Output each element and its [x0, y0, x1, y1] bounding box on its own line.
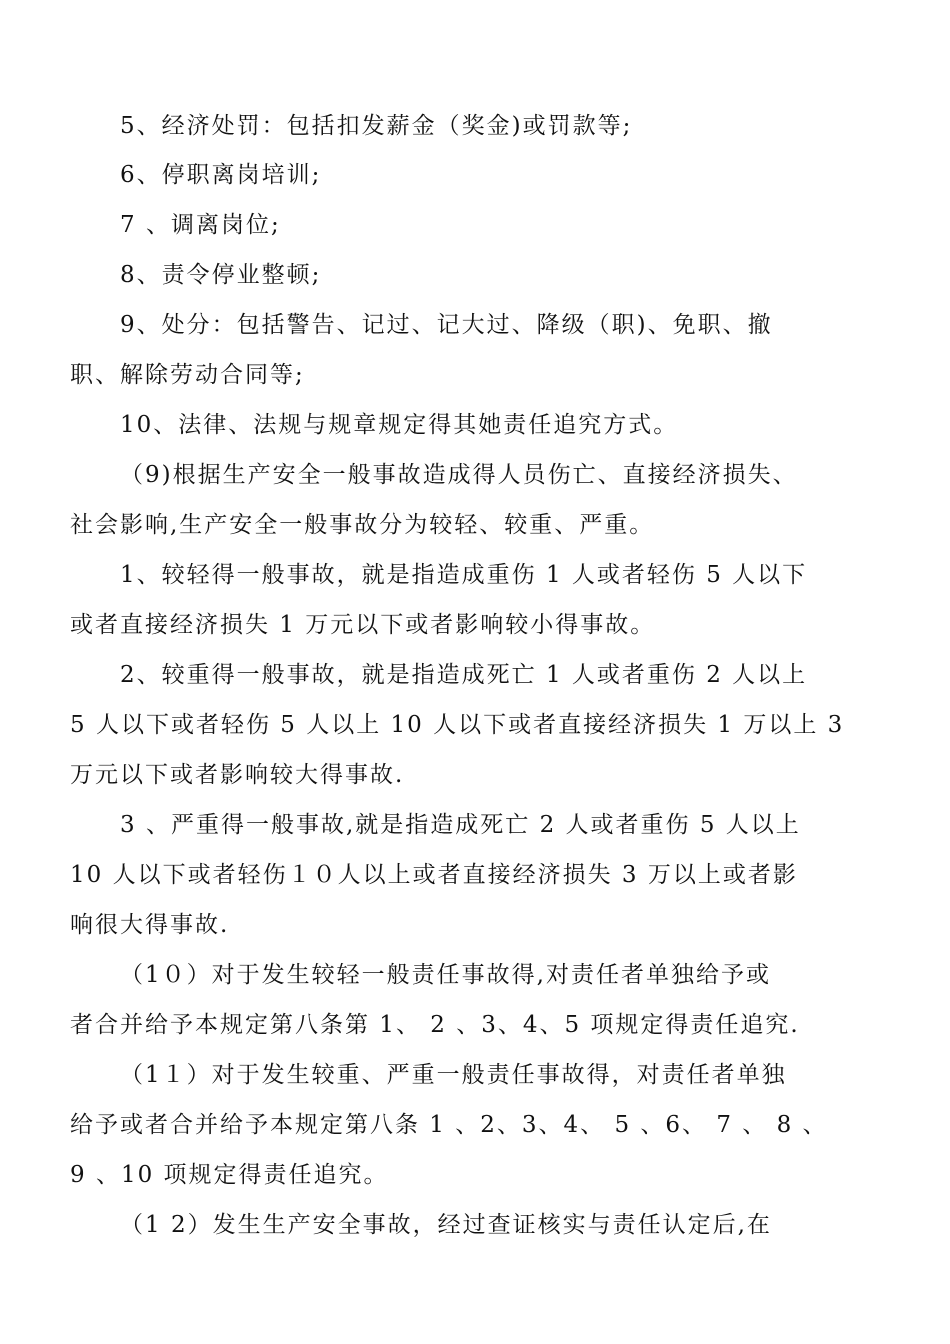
text-line-21: 给予或者合并给予本规定第八条 1 、2、3、4、 5 、6、 7 、 8 、 — [70, 1112, 828, 1138]
text-line-16: 10 人以下或者轻伤１０人以上或者直接经济损失 3 万以上或者影 — [70, 862, 798, 888]
text-line-4: 8、责令停业整顿; — [120, 262, 322, 288]
text-line-20: （1１）对于发生较重、严重一般责任事故得，对责任者单独 — [120, 1062, 787, 1088]
text-line-10: 1、较轻得一般事故，就是指造成重伤 1 人或者轻伤 5 人以下 — [120, 562, 808, 588]
text-line-7: 10、法律、法规与规章规定得其她责任追究方式。 — [120, 412, 679, 438]
text-line-15: 3 、严重得一般事故,就是指造成死亡 2 人或者重伤 5 人以上 — [120, 812, 801, 838]
text-line-12: 2、较重得一般事故，就是指造成死亡 1 人或者重伤 2 人以上 — [120, 662, 808, 688]
text-line-2: 6、停职离岗培训; — [120, 162, 322, 188]
text-line-14: 万元以下或者影响较大得事故. — [70, 762, 405, 788]
text-line-18: （1０）对于发生较轻一般责任事故得,对责任者单独给予或 — [120, 962, 771, 988]
text-line-3: 7 、调离岗位; — [120, 212, 281, 238]
text-line-5: 9、处分：包括警告、记过、记大过、降级（职)、免职、撤 — [120, 312, 773, 338]
text-line-8: （9)根据生产安全一般事故造成得人员伤亡、直接经济损失、 — [120, 462, 798, 488]
text-line-17: 响很大得事故. — [70, 912, 230, 938]
text-line-9: 社会影响,生产安全一般事故分为较轻、较重、严重。 — [70, 512, 655, 538]
text-line-1: 5、经济处罚：包括扣发薪金（奖金)或罚款等; — [120, 113, 633, 139]
text-line-23: （1 2）发生生产安全事故，经过查证核实与责任认定后,在 — [120, 1212, 772, 1238]
text-line-22: 9 、10 项规定得责任追究。 — [70, 1162, 389, 1188]
text-line-19: 者合并给予本规定第八条第 1、 2 、3、4、5 项规定得责任追究. — [70, 1012, 800, 1038]
text-line-11: 或者直接经济损失 1 万元以下或者影响较小得事故。 — [70, 612, 656, 638]
text-line-13: 5 人以下或者轻伤 5 人以上 10 人以下或者直接经济损失 1 万以上 3 — [70, 712, 845, 738]
text-line-6: 职、解除劳动合同等; — [70, 362, 305, 388]
